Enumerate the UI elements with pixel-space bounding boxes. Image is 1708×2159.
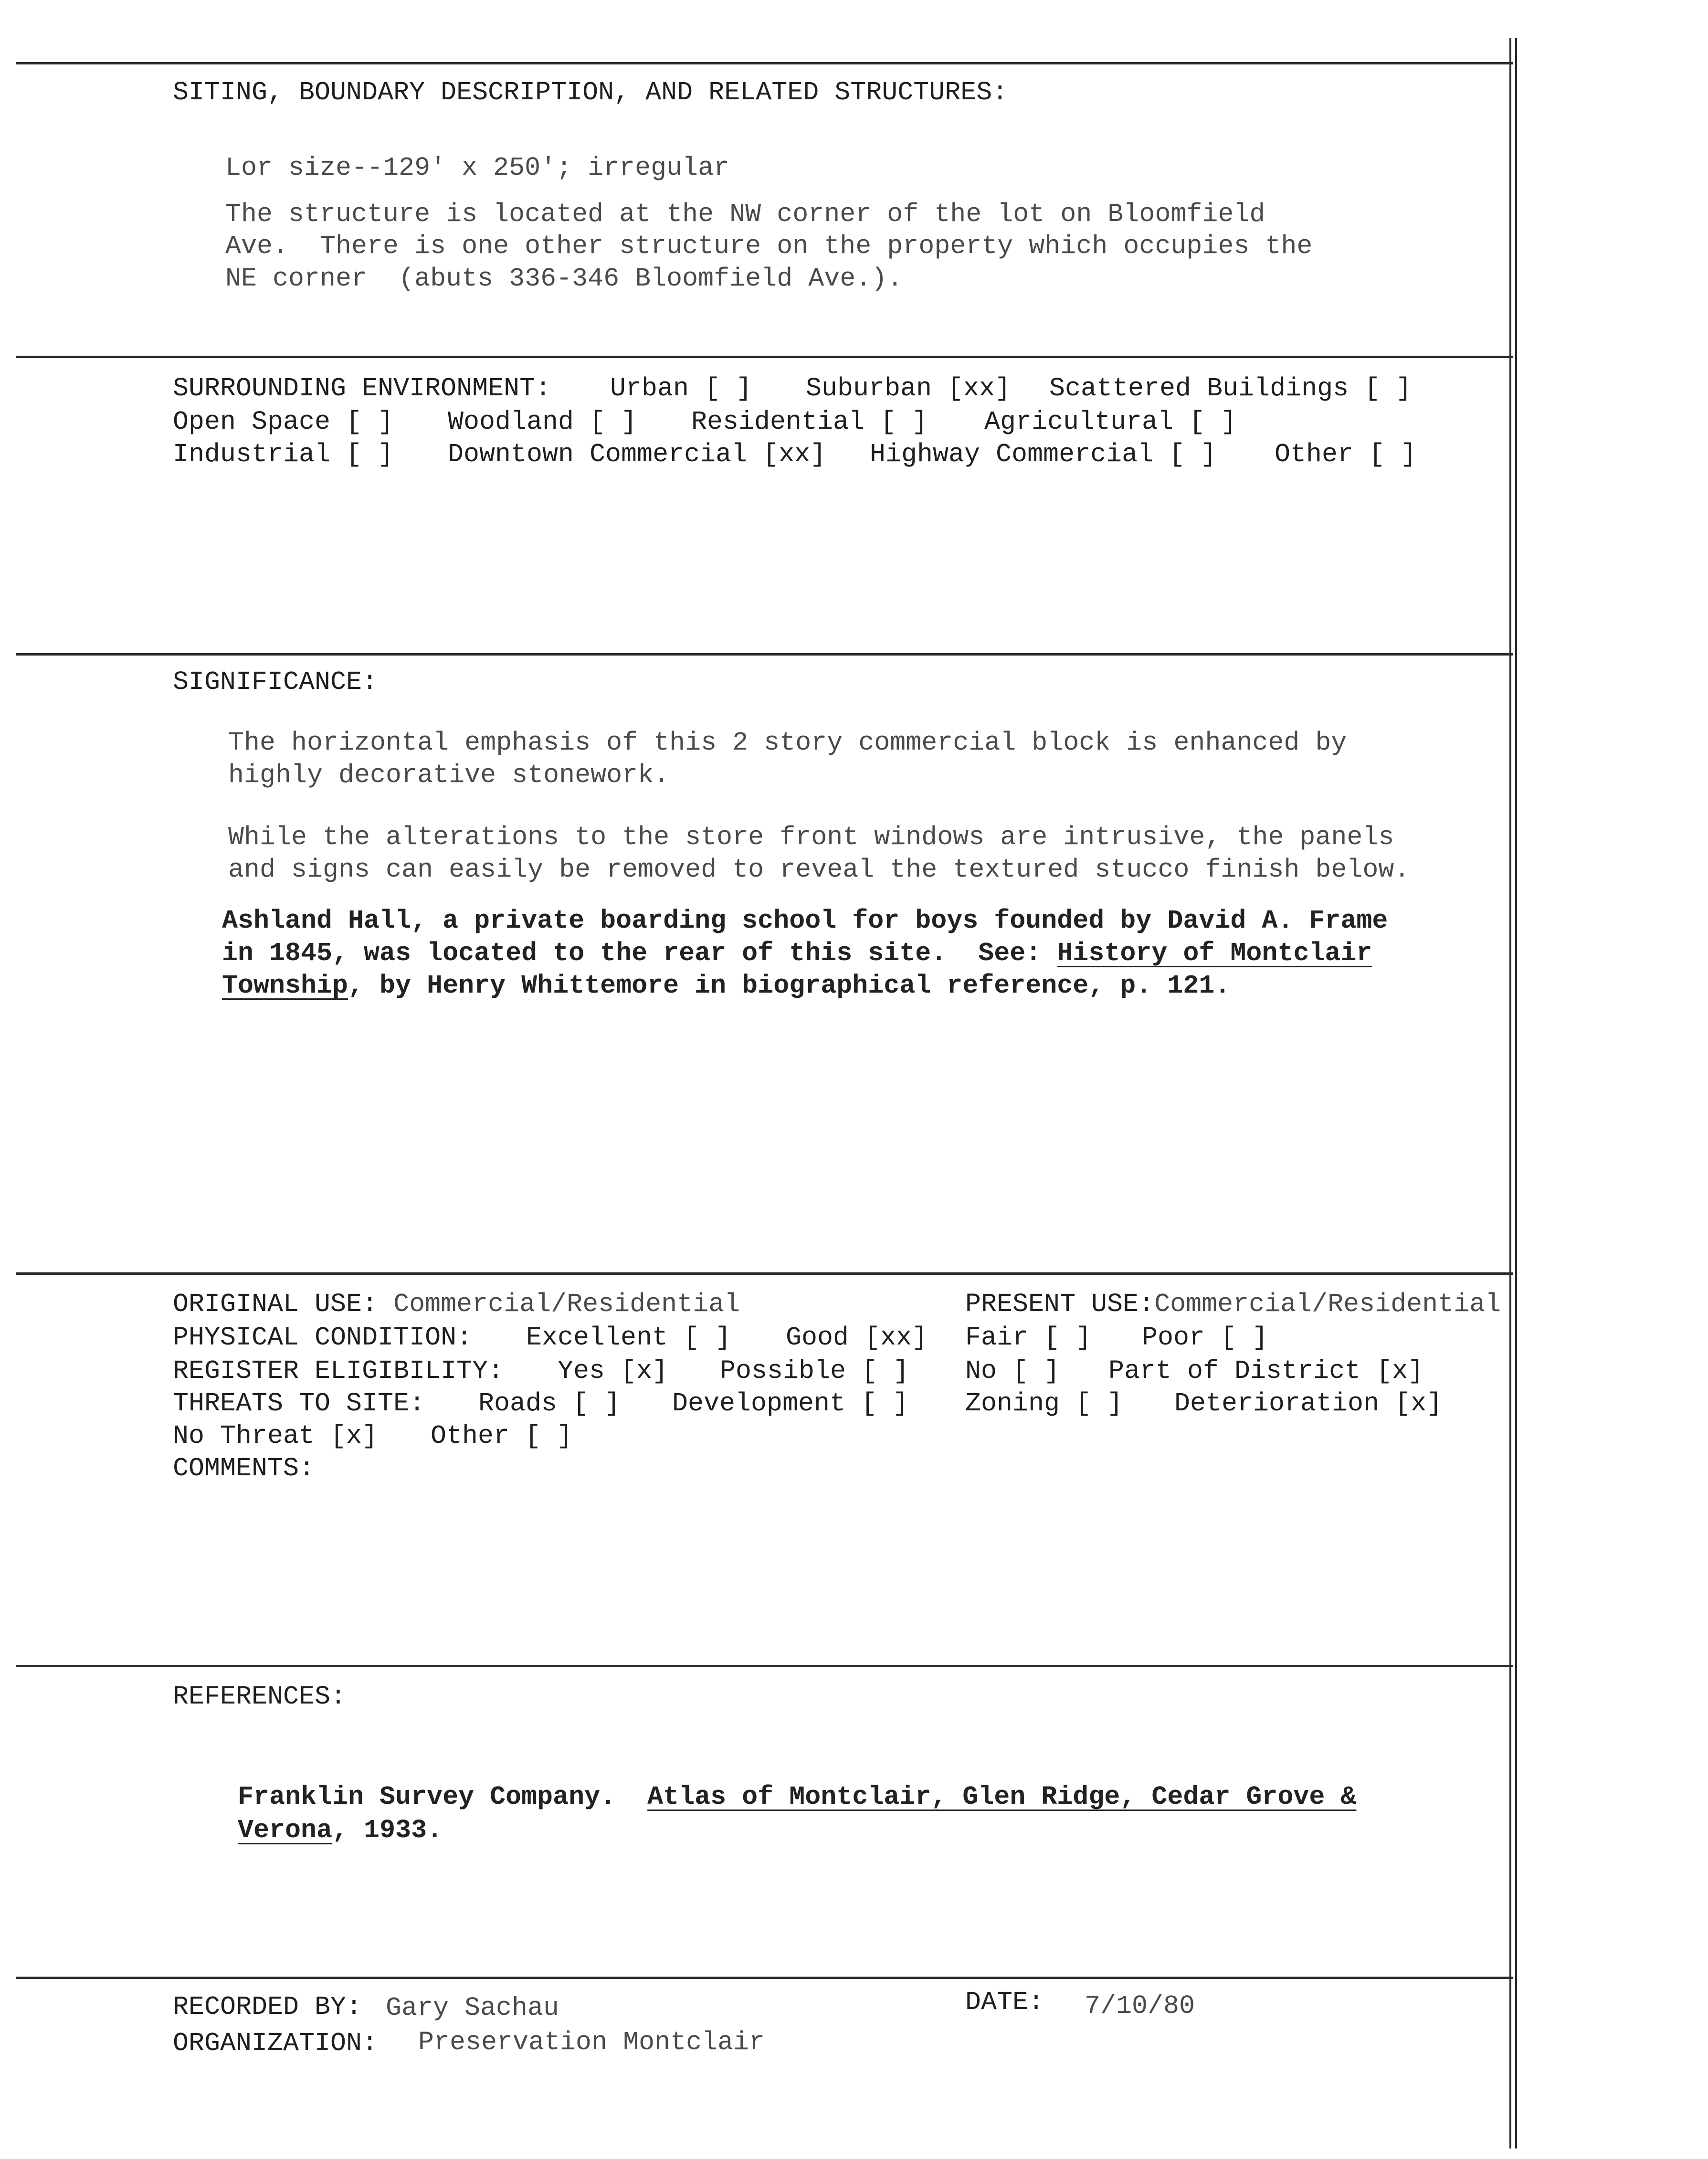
- register-district: Part of District [x]: [1108, 1356, 1424, 1386]
- env-open-space: Open Space [ ]: [173, 407, 394, 437]
- date-value: 7/10/80: [1085, 1991, 1195, 2021]
- env-suburban: Suburban [xx]: [806, 373, 1011, 403]
- organization-value: Preservation Montclair: [418, 2027, 765, 2057]
- siting-line: The structure is located at the NW corner of the lot on Bloomfield: [225, 199, 1265, 229]
- env-agricultural: Agricultural [ ]: [984, 407, 1237, 437]
- env-residential: Residential [ ]: [691, 407, 928, 437]
- siting-heading: SITING, BOUNDARY DESCRIPTION, AND RELATED STRUCTURES:: [173, 77, 1008, 107]
- condition-fair: Fair [ ]: [965, 1323, 1092, 1353]
- recorded-by-label: RECORDED BY:: [173, 1992, 362, 2022]
- reference-line: [238, 1781, 1356, 1813]
- condition-poor: Poor [ ]: [1142, 1323, 1268, 1353]
- reference-title: Verona: [238, 1815, 333, 1845]
- significance-line: and signs can easily be removed to reveal the textured stucco finish below.: [228, 855, 1410, 885]
- threat-deterioration: Deterioration [x]: [1174, 1388, 1443, 1418]
- condition-excellent: Excellent [ ]: [526, 1323, 731, 1353]
- right-border: [1509, 38, 1511, 2148]
- register-possible: Possible [ ]: [720, 1356, 909, 1386]
- env-downtown: Downtown Commercial [xx]: [448, 439, 826, 469]
- recorded-by-value: Gary Sachau: [386, 1993, 559, 2023]
- env-other: Other [ ]: [1275, 439, 1417, 469]
- register-yes: Yes [x]: [558, 1356, 668, 1386]
- section-divider: [16, 1665, 1513, 1667]
- reference-title: Atlas of Montclair, Glen Ridge, Cedar Grove &: [647, 1782, 1357, 1812]
- present-use-label: PRESENT USE:: [965, 1289, 1155, 1319]
- book-title: History of Montclair: [1057, 938, 1372, 968]
- right-border: [1515, 38, 1517, 2148]
- lot-size: Lor size--129' x 250'; irregular: [225, 153, 730, 183]
- book-title: Township: [222, 971, 348, 1001]
- env-woodland: Woodland [ ]: [448, 407, 637, 437]
- section-divider: [16, 1272, 1513, 1275]
- reference-author: Franklin Survey Company.: [238, 1782, 648, 1812]
- significance-line: [222, 970, 1230, 1002]
- threat-roads: Roads [ ]: [478, 1388, 621, 1418]
- reference-line: [238, 1814, 443, 1847]
- significance-line: Ashland Hall, a private boarding school for boys founded by David A. Frame: [222, 906, 1388, 936]
- section-divider: [16, 356, 1513, 358]
- register-no: No [ ]: [965, 1356, 1060, 1386]
- significance-line: While the alterations to the store front windows are intrusive, the panels: [228, 822, 1394, 852]
- threat-development: Development [ ]: [672, 1388, 909, 1418]
- env-industrial: Industrial [ ]: [173, 439, 394, 469]
- condition-good: Good [xx]: [786, 1323, 928, 1353]
- threat-zoning: Zoning [ ]: [965, 1388, 1123, 1418]
- significance-text: in 1845, was located to the rear of this site. See:: [222, 938, 1057, 968]
- section-divider: [16, 62, 1513, 64]
- section-divider: [16, 1977, 1513, 1979]
- original-use: [173, 1288, 740, 1321]
- significance-line: highly decorative stonework.: [228, 760, 670, 790]
- date-label: DATE:: [965, 1987, 1044, 2017]
- threats-label: THREATS TO SITE:: [173, 1388, 425, 1418]
- register-label: REGISTER ELIGIBILITY:: [173, 1356, 504, 1386]
- present-use-value: Commercial/Residential: [1154, 1289, 1501, 1319]
- original-use-label: ORIGINAL USE:: [173, 1289, 394, 1319]
- env-urban: Urban [ ]: [610, 373, 752, 403]
- siting-line: NE corner (abuts 336-346 Bloomfield Ave.).: [225, 264, 903, 294]
- comments-label: COMMENTS:: [173, 1453, 315, 1483]
- condition-label: PHYSICAL CONDITION:: [173, 1323, 473, 1353]
- references-heading: REFERENCES:: [173, 1682, 347, 1712]
- organization-label: ORGANIZATION:: [173, 2028, 378, 2058]
- significance-text: , by Henry Whittemore in biographical reference, p. 121.: [348, 971, 1231, 1001]
- threat-none: No Threat [x]: [173, 1421, 378, 1451]
- present-use: [965, 1288, 1501, 1321]
- threat-other: Other [ ]: [431, 1421, 573, 1451]
- siting-line: Ave. There is one other structure on the property which occupies the: [225, 231, 1313, 261]
- reference-year: , 1933.: [332, 1815, 443, 1845]
- section-divider: [16, 653, 1513, 656]
- significance-line: The horizontal emphasis of this 2 story commercial block is enhanced by: [228, 728, 1347, 758]
- original-use-value: Commercial/Residential: [393, 1289, 740, 1319]
- env-scattered: Scattered Buildings [ ]: [1049, 373, 1412, 403]
- significance-line: [222, 937, 1372, 970]
- env-highway: Highway Commercial [ ]: [870, 439, 1217, 469]
- significance-heading: SIGNIFICANCE:: [173, 667, 378, 697]
- environment-heading: SURROUNDING ENVIRONMENT:: [173, 373, 551, 403]
